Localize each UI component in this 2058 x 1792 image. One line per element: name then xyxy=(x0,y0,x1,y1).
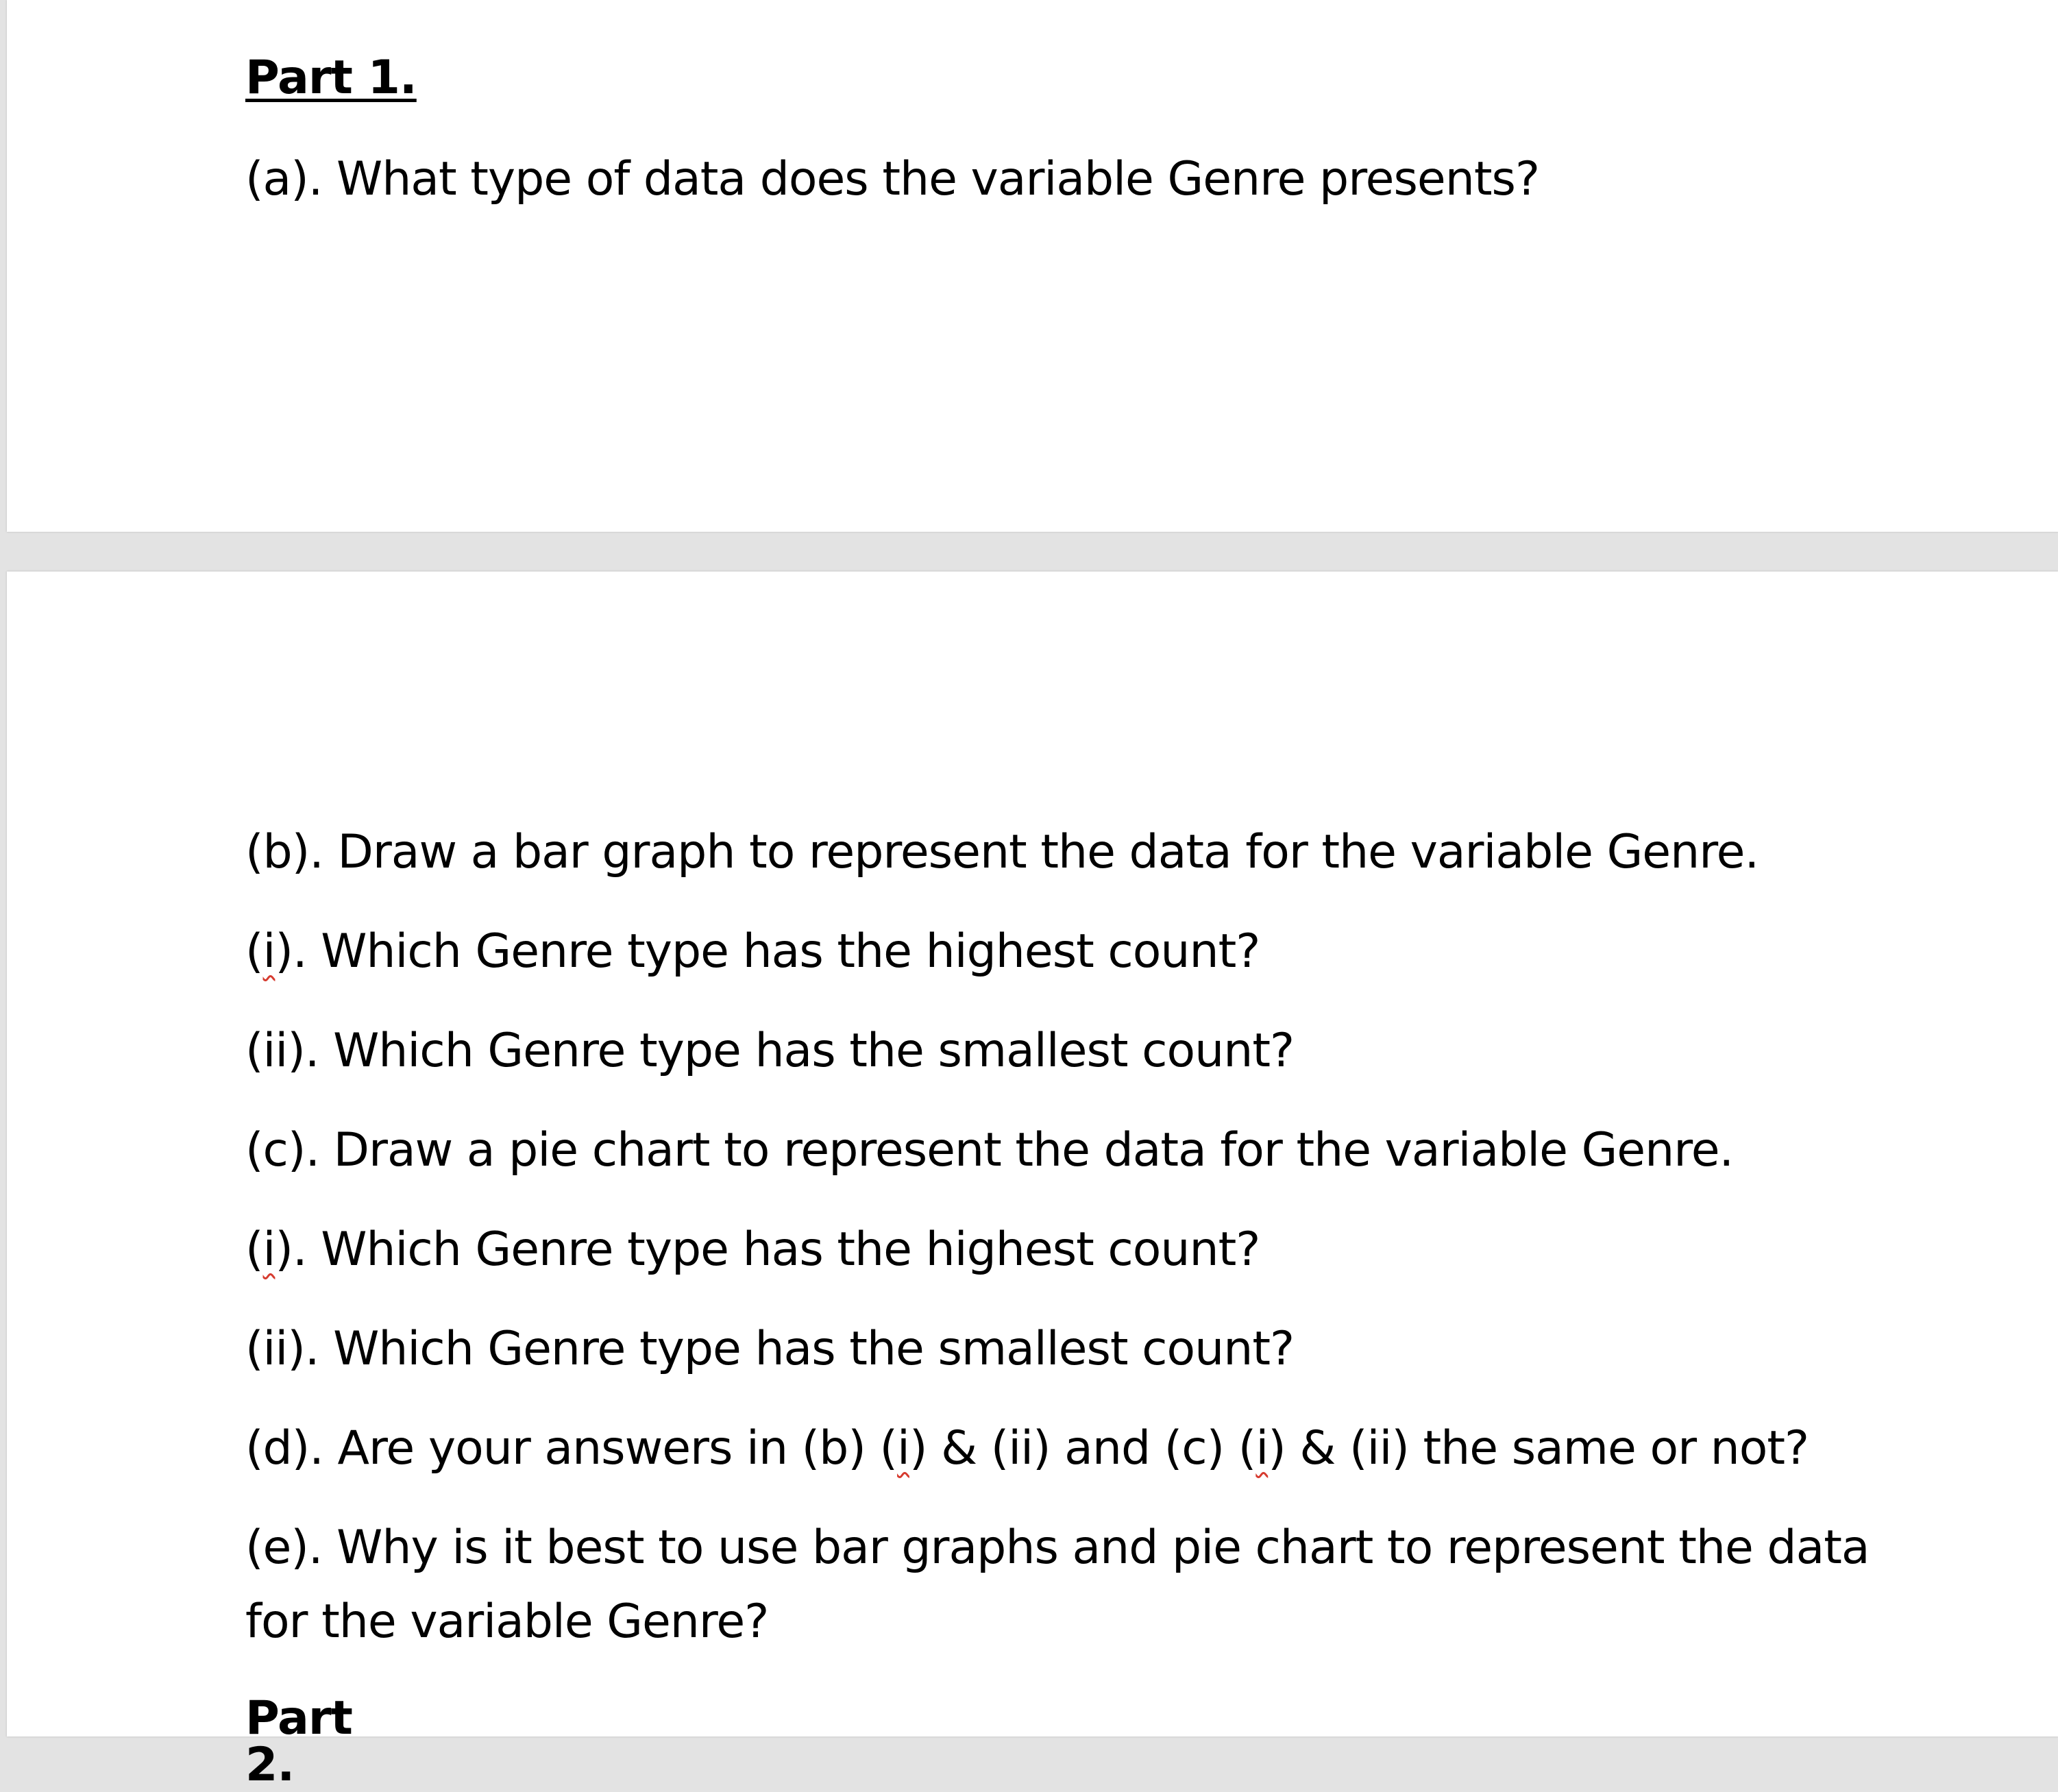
spellcheck-flag[interactable]: i xyxy=(1255,1421,1269,1475)
part-2-heading-partial xyxy=(245,1691,410,1792)
question-d-text-3: ) & (ii) the same or not? xyxy=(1268,1421,1809,1475)
question-b-ii: (ii). Which Genre type has the smallest count? xyxy=(245,1024,1295,1078)
spellcheck-flag[interactable]: i xyxy=(262,924,275,979)
question-a: (a). What type of data does the variable Genre presents? xyxy=(245,152,1540,206)
question-d-text-1: (d). Are your answers in (b) ( xyxy=(245,1421,898,1475)
spellcheck-flag[interactable]: i xyxy=(262,1223,275,1277)
question-b-i-open: ( xyxy=(245,924,263,979)
question-b-i xyxy=(245,924,1260,979)
part-2-heading: Part 2. xyxy=(245,1691,352,1792)
question-c: (c). Draw a pie chart to represent the data for the variable Genre. xyxy=(245,1123,1734,1177)
question-c-ii: (ii). Which Genre type has the smallest count? xyxy=(245,1322,1295,1376)
question-e-line-1: (e). Why is it best to use bar graphs and pie chart to represent the data xyxy=(245,1521,1870,1575)
question-d xyxy=(245,1421,1809,1475)
question-c-i xyxy=(245,1223,1260,1277)
question-b-i-text: ). Which Genre type has the highest count? xyxy=(275,924,1260,979)
question-b: (b). Draw a bar graph to represent the data for the variable Genre. xyxy=(245,825,1759,879)
question-d-text-2: ) & (ii) and (c) ( xyxy=(909,1421,1256,1475)
question-c-i-open: ( xyxy=(245,1223,263,1277)
spellcheck-flag[interactable]: i xyxy=(897,1421,909,1475)
question-c-i-text: ). Which Genre type has the highest count? xyxy=(275,1223,1260,1277)
part-1-heading: Part 1. xyxy=(245,51,417,105)
question-e-line-2: for the variable Genre? xyxy=(245,1595,769,1649)
